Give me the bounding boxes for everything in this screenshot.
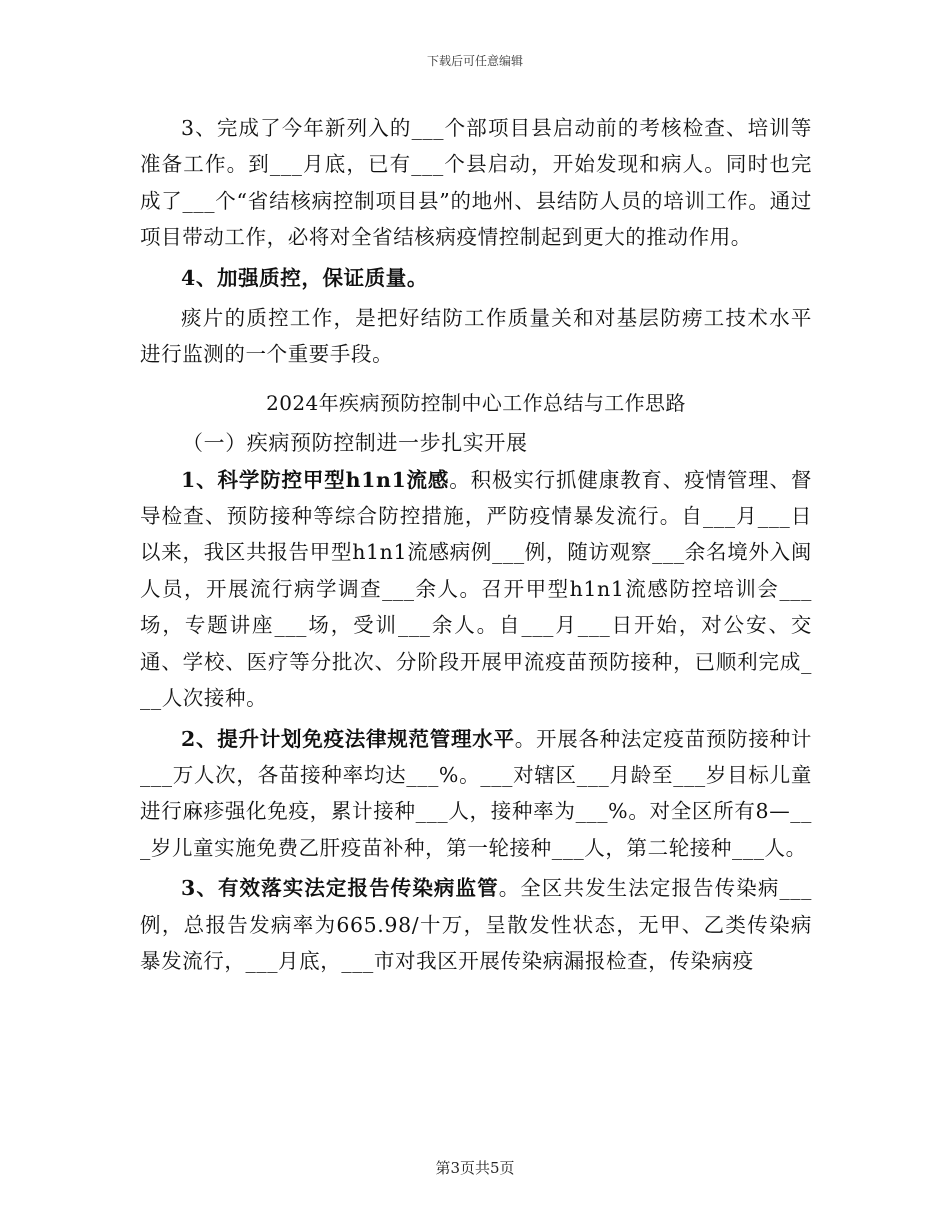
heading-item-4: 4、加强质控，保证质量。	[181, 265, 428, 290]
document-title: 2024年疾病预防控制中心工作总结与工作思路	[266, 390, 686, 415]
item-2-lead: 2、提升计划免疫法律规范管理水平	[181, 726, 515, 751]
item-3-lead: 3、有效落实法定报告传染病监管	[181, 876, 499, 901]
paragraph-quality-control: 痰片的质控工作，是把好结防工作质量关和对基层防痨工技术水平进行监测的一个重要手段。	[140, 306, 812, 367]
item-1-body: 。积极实行抓健康教育、疫情管理、督导检查、预防接种等综合防控措施，严防疫情暴发流行。自___月___日以来，我区共报告甲型h1n1流感病例___例，随访观察___余名境外入闽人员，开展流行病学调查___余人。召开甲型h1n1流感防控培训会___场，专题讲座___场，受训___余人。自___月___日开始，对公安、交通、学校、医疗等分批次、分阶段开展甲流疫苗预防接种，已顺利完成___人次接种。	[140, 467, 812, 711]
item-3-body: 。全区共发生法定报告传染病___例，总报告发病率为665.98/十万，呈散发性状态，无甲、乙类传染病暴发流行，___月底，___市对我区开展传染病漏报检查，传染病疫	[140, 876, 812, 973]
paragraph-item-1	[140, 462, 812, 717]
page-header: 下载后可任意编辑	[426, 54, 523, 68]
paragraph-item-3-surveillance	[140, 870, 812, 979]
page-footer: 第3页共5页	[435, 1159, 515, 1177]
paragraph-item-3: 3、完成了今年新列入的___个部项目县启动前的考核检查、培训等准备工作。到___月底，已有___个县启动，开始发现和病人。同时也完成了___个“省结核病控制项目县”的地州、县结防人员的培训工作。通过项目带动工作，必将对全省结核病疫情控制起到更大的推动作用。	[140, 116, 812, 250]
item-2-body: 。开展各种法定疫苗预防接种计___万人次，各苗接种率均达___%。___对辖区___月龄至___岁目标儿童进行麻疹强化免疫，累计接种___人，接种率为___%。对全区所有8—___岁儿童实施免费乙肝疫苗补种，第一轮接种___人，第二轮接种___人。	[140, 726, 812, 860]
section-heading-1: （一）疾病预防控制进一步扎实开展	[182, 431, 528, 456]
document-body	[140, 110, 812, 979]
paragraph-item-2	[140, 721, 812, 867]
item-1-lead: 1、科学防控甲型h1n1流感	[181, 467, 450, 492]
